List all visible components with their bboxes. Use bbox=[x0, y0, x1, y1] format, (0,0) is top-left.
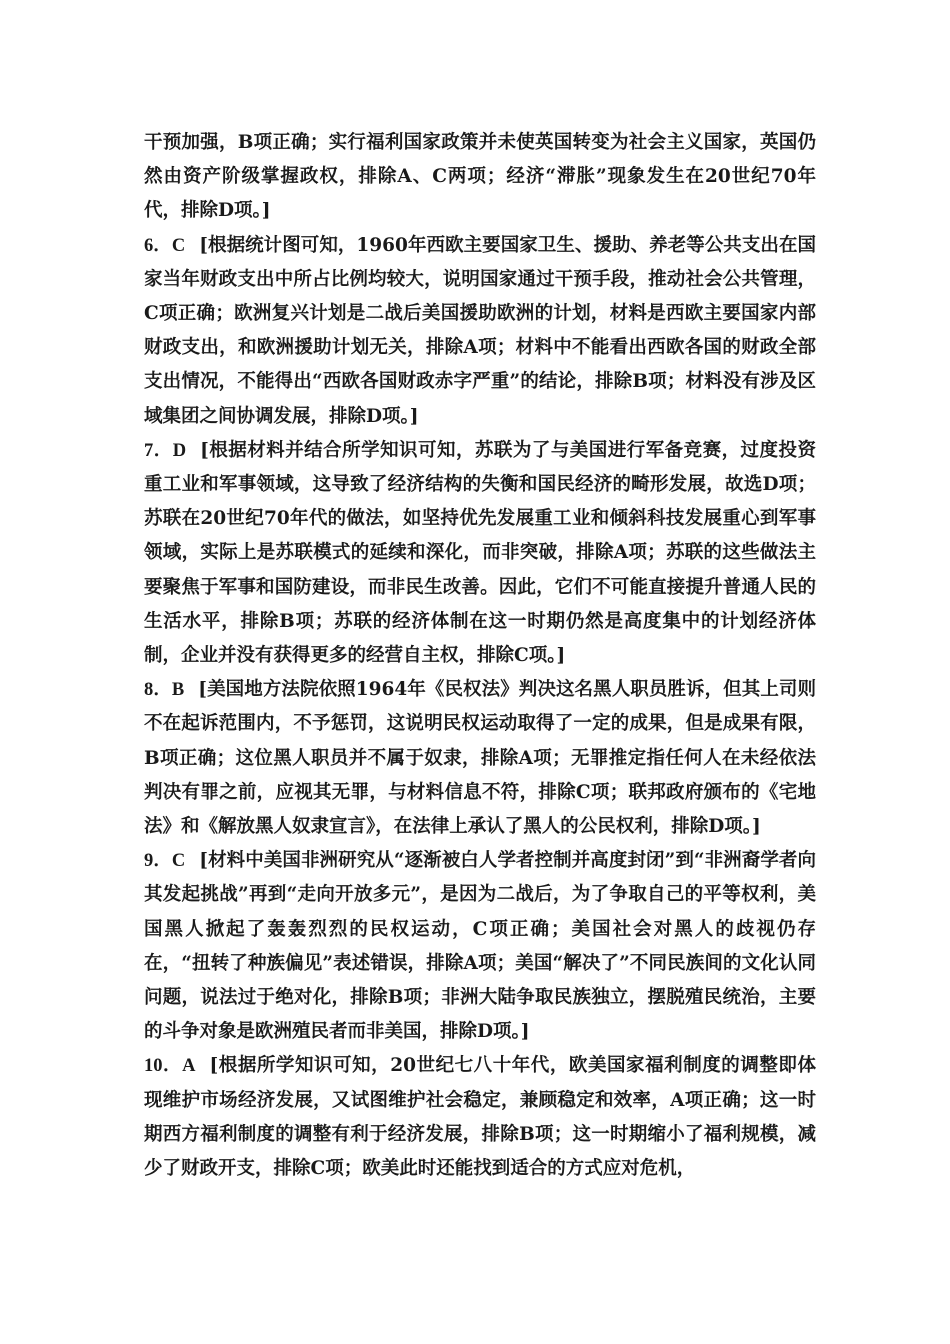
answer-letter: D bbox=[172, 440, 187, 461]
answer-letter: C bbox=[171, 851, 186, 872]
paragraph-continuation bbox=[144, 126, 816, 229]
answer-explanations bbox=[144, 126, 816, 1186]
paragraph-text: [根据材料并结合所学知识可知，苏联为了与美国进行军备竞赛，过度投资重工业和军事领域，这导致了经济结构的失衡和国民经济的畸形发展，故选D项；苏联在20世纪70年代的做法，如坚持优先发展重工业和倾斜科技发展重心到军事领域，实际上是苏联模式的延续和深化，而非突破，排除A项；苏联的这些做法主要聚焦于军事和国防建设，而非民生改善。因此，它们不可能直接提升普通人民的生活水平，排除B项；苏联的经济体制在这一时期仍然是高度集中的计划经济体制，企业并没有获得更多的经营自主权，排除C项。] bbox=[144, 439, 816, 667]
answer-9 bbox=[144, 844, 816, 1049]
answer-letter: C bbox=[171, 235, 186, 256]
answer-letter: B bbox=[171, 680, 185, 701]
answer-7 bbox=[144, 434, 816, 673]
answer-number: 7． bbox=[144, 440, 173, 461]
answer-8 bbox=[144, 673, 816, 844]
paragraph-text: [根据统计图可知，1960年西欧主要国家卫生、援助、养老等公共支出在国家当年财政支出中所占比例均较大，说明国家通过干预手段，推动社会公共管理，C项正确；欧洲复兴计划是二战后美国援助欧洲的计划，材料是西欧主要国家内部财政支出，和欧洲援助计划无关，排除A项；材料中不能看出西欧各国的财政全部支出情况，不能得出“西欧各国财政赤字严重”的结论，排除B项；材料没有涉及区域集团之间协调发展，排除D项。] bbox=[144, 234, 816, 427]
paragraph-text: 干预加强，B项正确；实行福利国家政策并未使英国转变为社会主义国家，英国仍然由资产阶级掌握政权，排除A、C两项；经济“滞胀”现象发生在20世纪70年代，排除D项。] bbox=[144, 132, 816, 222]
answer-number: 9． bbox=[144, 851, 172, 872]
answer-6 bbox=[144, 229, 816, 434]
paragraph-text: [美国地方法院依照1964年《民权法》判决这名黑人职员胜诉，但其上司则不在起诉范围内，不予惩罚，这说明民权运动取得了一定的成果，但是成果有限，B项正确；这位黑人职员并不属于奴隶，排除A项；无罪推定指任何人在未经依法判决有罪之前，应视其无罪，与材料信息不符，排除C项；联邦政府颁布的《宅地法》和《解放黑人奴隶宣言》，在法律上承认了黑人的公民权利，排除D项。] bbox=[144, 679, 816, 838]
answer-number: 10． bbox=[144, 1056, 183, 1077]
answer-number: 8． bbox=[144, 680, 172, 701]
answer-10 bbox=[144, 1049, 816, 1186]
paragraph-text: [材料中美国非洲研究从“逐渐被白人学者控制并高度封闭”到“非洲裔学者向其发起挑战”再到“走向开放多元”，是因为二战后，为了争取自己的平等权利，美国黑人掀起了轰轰烈烈的民权运动，C项正确；美国社会对黑人的歧视仍存在，“扭转了种族偏见”表述错误，排除A项；美国“解决了”不同民族间的文化认同问题，说法过于绝对化，排除B项；非洲大陆争取民族独立，摆脱殖民统治，主要的斗争对象是欧洲殖民者而非美国，排除D项。] bbox=[144, 850, 816, 1043]
paragraph-text: [根据所学知识可知，20世纪七八十年代，欧美国家福利制度的调整即体现维护市场经济发展，又试图维护社会稳定，兼顾稳定和效率，A项正确；这一时期西方福利制度的调整有利于经济发展，排除B项；这一时期缩小了福利规模，减少了财政开支，排除C项；欧美此时还能找到适合的方式应对危机， bbox=[144, 1055, 816, 1180]
answer-letter: A bbox=[182, 1056, 196, 1077]
answer-number: 6． bbox=[144, 235, 172, 256]
